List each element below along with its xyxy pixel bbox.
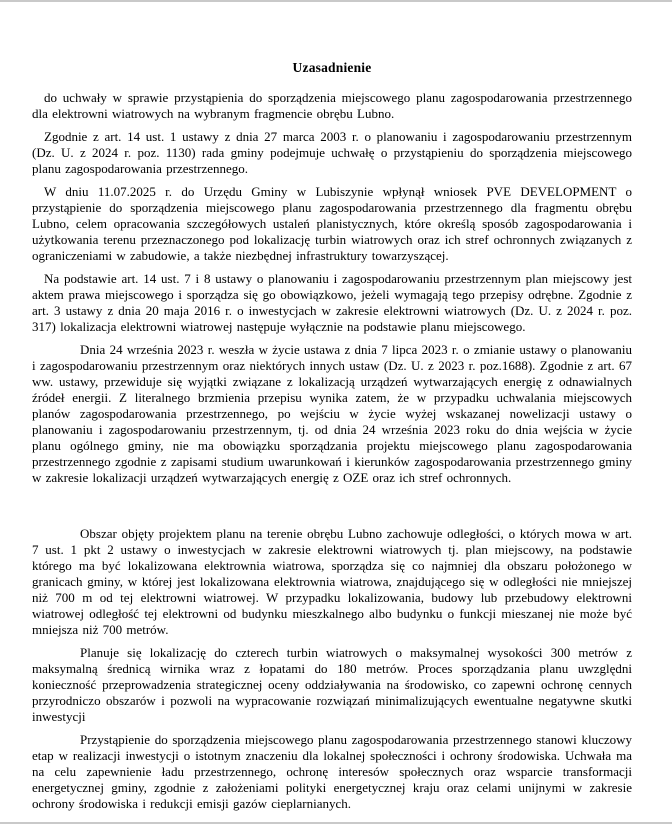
paragraph: Przystąpienie do sporządzenia miejscowego planu zagospodarowania przestrzennego stanowi kluczowy etap w realizacji inwestycji o istotnym znaczeniu dla lokalnej społeczności i ochrony środowiska. Uchwała ma na celu zapewnienie ładu przestrzennego, ochronę interesów społecznych oraz wsparcie transformacji energetycznej gminy, zgodnie z założeniami polityki energetycznej kraju oraz celami unijnymi w zakresie ochrony środowiska i redukcji emisji gazów cieplarnianych. <box>32 732 632 811</box>
paragraph: Zgodnie z art. 14 ust. 1 ustawy z dnia 27 marca 2003 r. o planowaniu i zagospodarowaniu przestrzennym (Dz. U. z 2024 r. poz. 1130) rada gminy podejmuje uchwałę o przystąpieniu do sporządzenia miejscowego planu zagospodarowania przestrzennego. <box>32 129 632 176</box>
paragraph: do uchwały w sprawie przystąpienia do sporządzenia miejscowego planu zagospodarowania przestrzennego dla elektrowni wiatrowych na wybranym fragmencie obrębu Lubno. <box>32 90 632 121</box>
document-body <box>32 90 632 812</box>
paragraph: Dnia 24 września 2023 r. weszła w życie ustawa z dnia 7 lipca 2023 r. o zmianie ustawy o planowaniu i zagospodarowaniu przestrzennym oraz niektórych innych ustaw (Dz. U. z 2023 r. poz.1688). Zgodnie z art. 67 ww. ustawy, przewiduje się wyjątki związane z lokalizacją urządzeń wytwarzających energię z odnawialnych źródeł energii. Z literalnego brzmienia przepisu wynika zatem, że w przypadku uchwalania miejscowych planów zagospodarowania przestrzennego, po wejściu w życie wyżej wskazanej nowelizacji ustawy o planowaniu i zagospodarowaniu przestrzennym, tj. od dnia 24 września 2023 roku do dnia wejścia w życie planu ogólnego gminy, nie ma obowiązku sporządzania projektu miejscowego planu zagospodarowania przestrzennego zgodnie z zapisami studium uwarunkowań i kierunków zagospodarowania przestrzennego gminy w zakresie lokalizacji urządzeń wytwarzających energię z OZE oraz ich stref ochronnych. <box>32 342 632 485</box>
paragraph: Planuje się lokalizację do czterech turbin wiatrowych o maksymalnej wysokości 300 metrów z maksymalną średnicą wirnika wraz z łopatami do 180 metrów. Proces sporządzania planu uwzględni konieczność przeprowadzenia strategicznej oceny oddziaływania na środowisko, co zapewni ochronę cennych przyrodniczo obszarów i pozwoli na wypracowanie rozwiązań minimalizujących ewentualne negatywne skutki inwestycji <box>32 645 632 724</box>
document-title: Uzasadnienie <box>292 60 372 75</box>
document-page <box>0 2 672 812</box>
paragraph: Obszar objęty projektem planu na terenie obrębu Lubno zachowuje odległości, o których mowa w art. 7 ust. 1 pkt 2 ustawy o inwestycjach w zakresie elektrowni wiatrowych tj. plan miejscowy, na podstawie którego ma być lokalizowana elektrownia wiatrowa, sporządza się co najmniej dla obszaru położonego w granicach gminy, w której jest lokalizowana elektrownia wiatrowa, znajdującego się w odległości nie mniejszej niż 700 m od tej elektrowni wiatrowej. W przypadku lokalizowania, budowy lub przebudowy elektrowni wiatrowej odległość tej elektrowni od budynku mieszkalnego albo budynku o funkcji mieszanej nie może być mniejsza niż 700 metrów. <box>32 526 632 637</box>
paragraph: W dniu 11.07.2025 r. do Urzędu Gminy w Lubiszynie wpłynął wniosek PVE DEVELOPMENT o przystąpienie do sporządzenia miejscowego planu zagospodarowania przestrzennego dla fragmentu obrębu Lubno, celem opracowania szczegółowych ustaleń planistycznych, które określą sposób zagospodarowania i użytkowania terenu przeznaczonego pod lokalizację turbin wiatrowych oraz ich stref ochronnych związanych z ograniczeniami w zabudowie, a także niezbędnej infrastruktury towarzyszącej. <box>32 184 632 263</box>
paragraph: Na podstawie art. 14 ust. 7 i 8 ustawy o planowaniu i zagospodarowaniu przestrzennym plan miejscowy jest aktem prawa miejscowego i sporządza się go obowiązkowo, jeżeli wymagają tego przepisy odrębne. Zgodnie z art. 3 ustawy z dnia 20 maja 2016 r. o inwestycjach w zakresie elektrowni wiatrowych (Dz. U. z 2024 r. poz. 317) lokalizacja elektrowni wiatrowej następuje wyłącznie na podstawie planu miejscowego. <box>32 271 632 334</box>
